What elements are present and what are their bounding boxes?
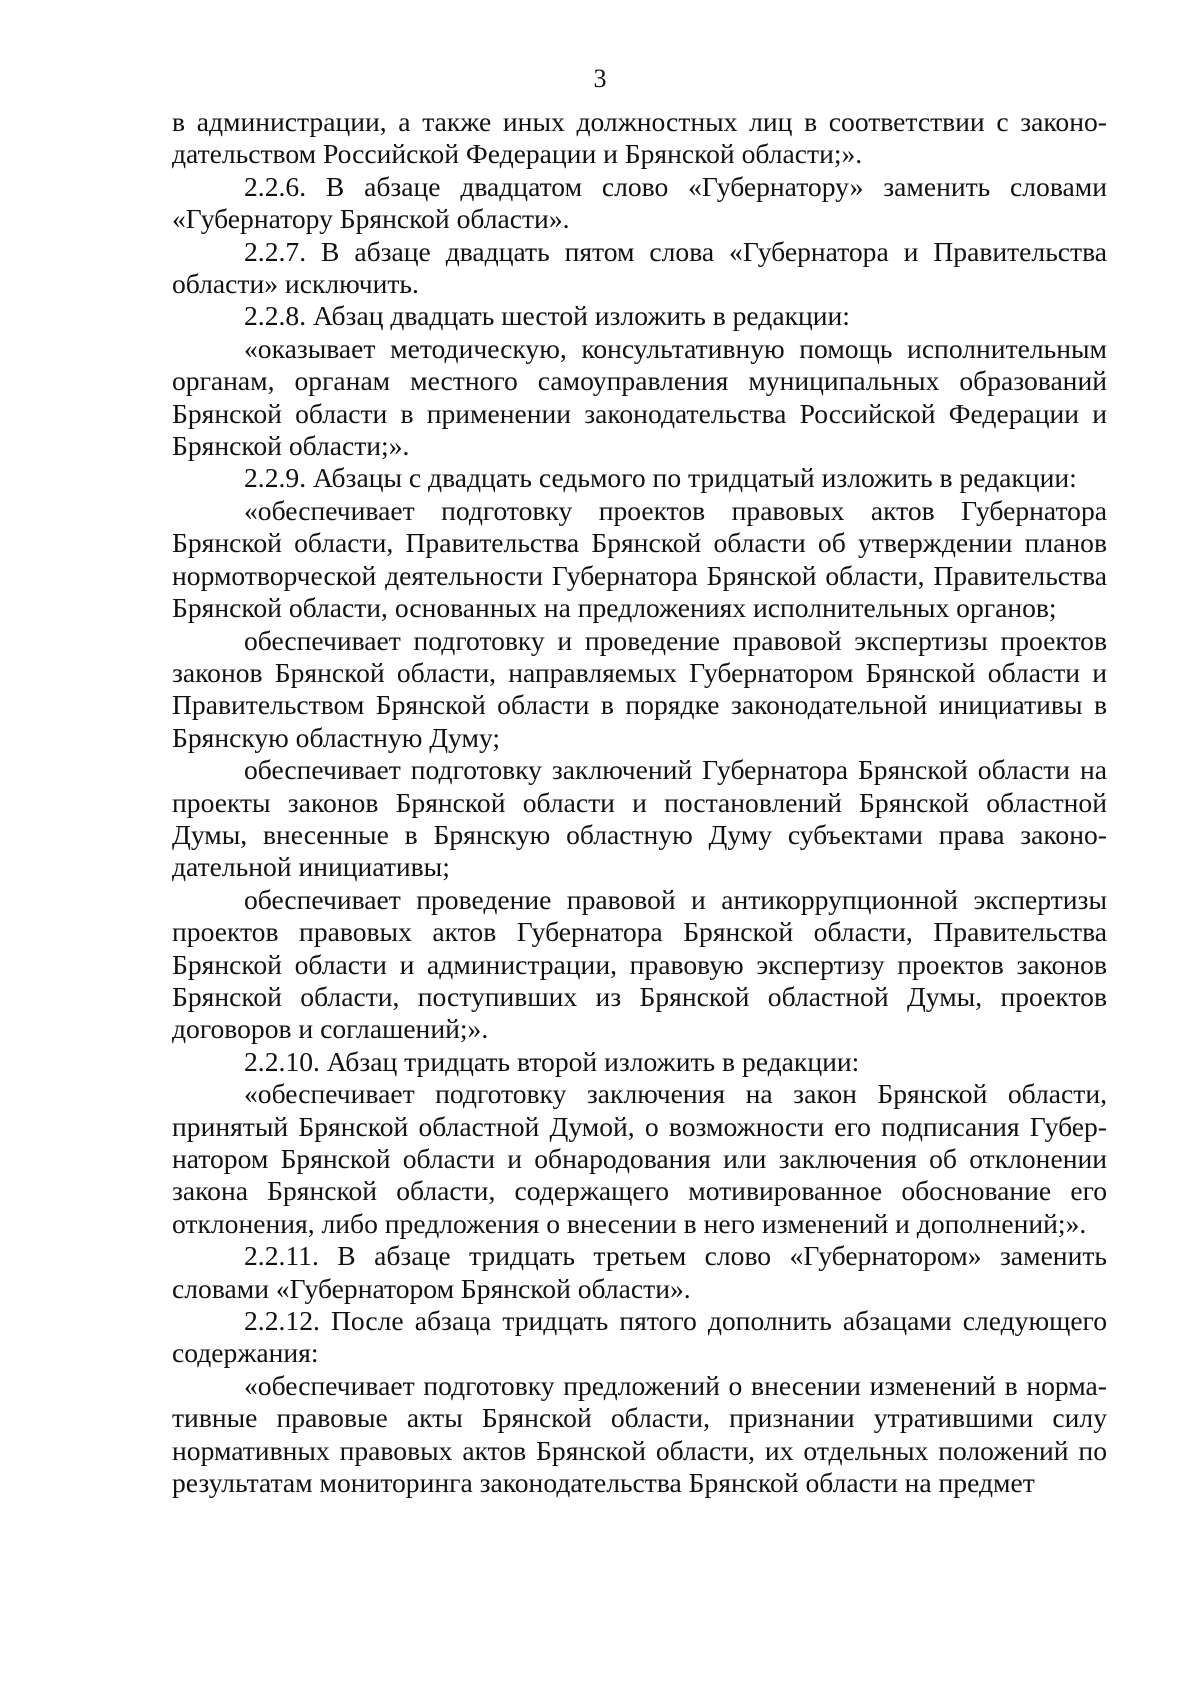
paragraph-2-2-9-text-3: обеспечивает подготовку заключений Губернатора Брянской области на проекты законов Брянской области и постановлений Брянской областной Думы, внесенные в Брянскую областную Думу субъектами права законодательной инициативы;: [172, 754, 1107, 883]
paragraph-2-2-10-text: «обеспечивает подготовку заключения на закон Брянской области, принятый Брянской областной Думой, о возможности его подписания Губернатором Брянской области и обнародования или заключения об отклонении закона Брянской области, содержащего мотивированное обоснование его отклонения, либо предложения о внесении в него изменений и дополнений;».: [172, 1078, 1107, 1239]
paragraph-2-2-8-text: «оказывает методическую, консультативную помощь исполнительным органам, органам местного самоуправления муниципальных образований Брянской области в применении законодательства Российской Федерации и Брянской области;».: [172, 332, 1107, 462]
paragraph-continuation: в администрации, а также иных должностных лиц в соответствии с законодательством Российской Федерации и Брянской области;».: [172, 106, 1107, 170]
paragraph-2-2-8: 2.2.8. Абзац двадцать шестой изложить в редакции:: [244, 300, 850, 332]
paragraph-2-2-12-text: «обеспечивает подготовку предложений о внесении изменений в нормативные правовые акты Брянской области, признании утратившими силу нормативных правовых актов Брянской области, их отдельных положений по результатам мониторинга законодательства Брянской области на предмет: [172, 1369, 1107, 1499]
paragraph-2-2-9-text-4: обеспечивает проведение правовой и антикоррупционной экспертизы проектов правовых актов Губернатора Брянской области, Правительства Брянской области и администрации, правовую экспертизу проектов законов Брянской области, поступивших из Брянской областной Думы, проектов договоров и соглашений;».: [172, 883, 1107, 1045]
paragraph-2-2-7: 2.2.7. В абзаце двадцать пятом слова «Губернатора и Правительства области» исключить.: [172, 235, 1107, 300]
paragraph-2-2-12: 2.2.12. После абзаца тридцать пятого дополнить абзацами следующего содержания:: [172, 1305, 1107, 1369]
paragraph-2-2-6: 2.2.6. В абзаце двадцатом слово «Губернатору» заменить словами «Губернатору Брянской области».: [172, 170, 1107, 235]
document-body: [172, 106, 1107, 1499]
paragraph-2-2-9-text-2: обеспечивает подготовку и проведение правовой экспертизы проектов законов Брянской области, направляемых Губернатором Брянской области и Правительством Брянской области в порядке законодательной инициативы в Брянскую областную Думу;: [172, 624, 1107, 753]
page-number: 3: [593, 64, 607, 93]
paragraph-2-2-9-text-1: «обеспечивает подготовку проектов правовых актов Губернатора Брянской области, Правительства Брянской области об утверждении планов нормотворческой деятельности Губернатора Брянской области, Правительства Брянской области, основанных на предложениях исполнительных органов;: [172, 494, 1107, 624]
paragraph-2-2-9: 2.2.9. Абзацы с двадцать седьмого по тридцатый изложить в редакции:: [244, 462, 1077, 494]
paragraph-2-2-11: 2.2.11. В абзаце тридцать третьем слово «Губернатором» заменить словами «Губернатором Брянской области».: [172, 1240, 1107, 1304]
paragraph-2-2-10: 2.2.10. Абзац тридцать второй изложить в редакции:: [244, 1045, 860, 1077]
